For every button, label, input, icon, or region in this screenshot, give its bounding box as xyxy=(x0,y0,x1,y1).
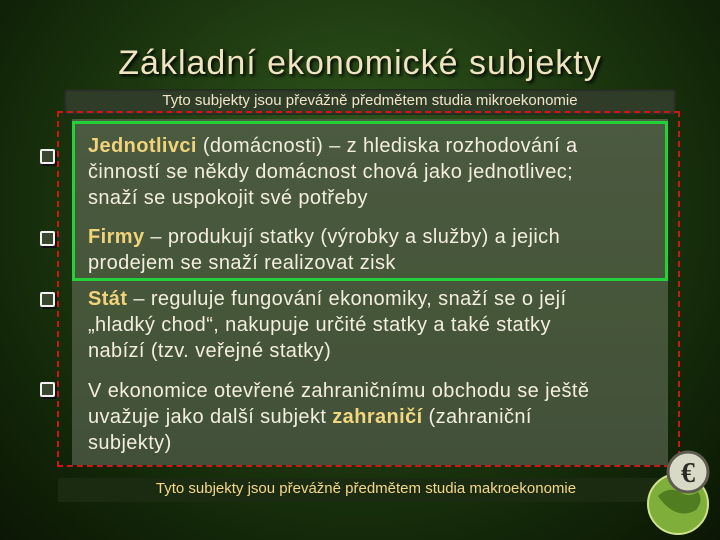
list-item-line: Jednotlivci (domácnosti) – z hlediska rozhodování a xyxy=(88,135,578,157)
term: zahraničí xyxy=(332,406,423,428)
list-item-line: činností se někdy domácnost chová jako jednotlivec; xyxy=(88,161,574,183)
bottom-note: Tyto subjekty jsou převážně předmětem studia makroekonomie xyxy=(155,480,577,497)
list-item-line: nabízí (tzv. veřejné statky) xyxy=(88,340,332,362)
svg-text:€: € xyxy=(681,458,695,489)
list-item xyxy=(88,286,678,364)
top-note: Tyto subjekty jsou převážně předmětem studia mikroekonomie xyxy=(162,92,578,109)
term: Firmy xyxy=(88,226,145,248)
list-item-line: Firmy – produkují statky (výrobky a služby) a jejich xyxy=(88,226,561,248)
list-item-line: V ekonomice otevřené zahraničnímu obchodu se ještě xyxy=(88,380,590,402)
checkbox-bullet-icon xyxy=(40,149,55,164)
list-item-line: snaží se uspokojit své potřeby xyxy=(88,187,368,209)
list-item-line: prodejem se snaží realizovat zisk xyxy=(88,252,396,274)
list-item-line: „hladký chod“, nakupuje určité statky a také statky xyxy=(88,314,551,336)
list-item xyxy=(88,133,678,211)
checkbox-bullet-icon xyxy=(40,292,55,307)
list-item xyxy=(88,224,678,276)
list-item xyxy=(88,378,678,456)
checkbox-bullet-icon xyxy=(40,231,55,246)
checkbox-bullet-icon xyxy=(40,382,55,397)
list-item-line: Stát – reguluje fungování ekonomiky, snaží se o její xyxy=(88,288,567,310)
term: Stát xyxy=(88,288,128,310)
list-item-line: subjekty) xyxy=(88,432,172,454)
slide-title: Základní ekonomické subjekty xyxy=(118,44,602,82)
euro-globe-icon xyxy=(634,440,718,536)
bottom-note-band xyxy=(58,478,674,502)
list-item-line: uvažuje jako další subjekt zahraničí (zahraniční xyxy=(88,406,532,428)
term: Jednotlivci xyxy=(88,135,197,157)
